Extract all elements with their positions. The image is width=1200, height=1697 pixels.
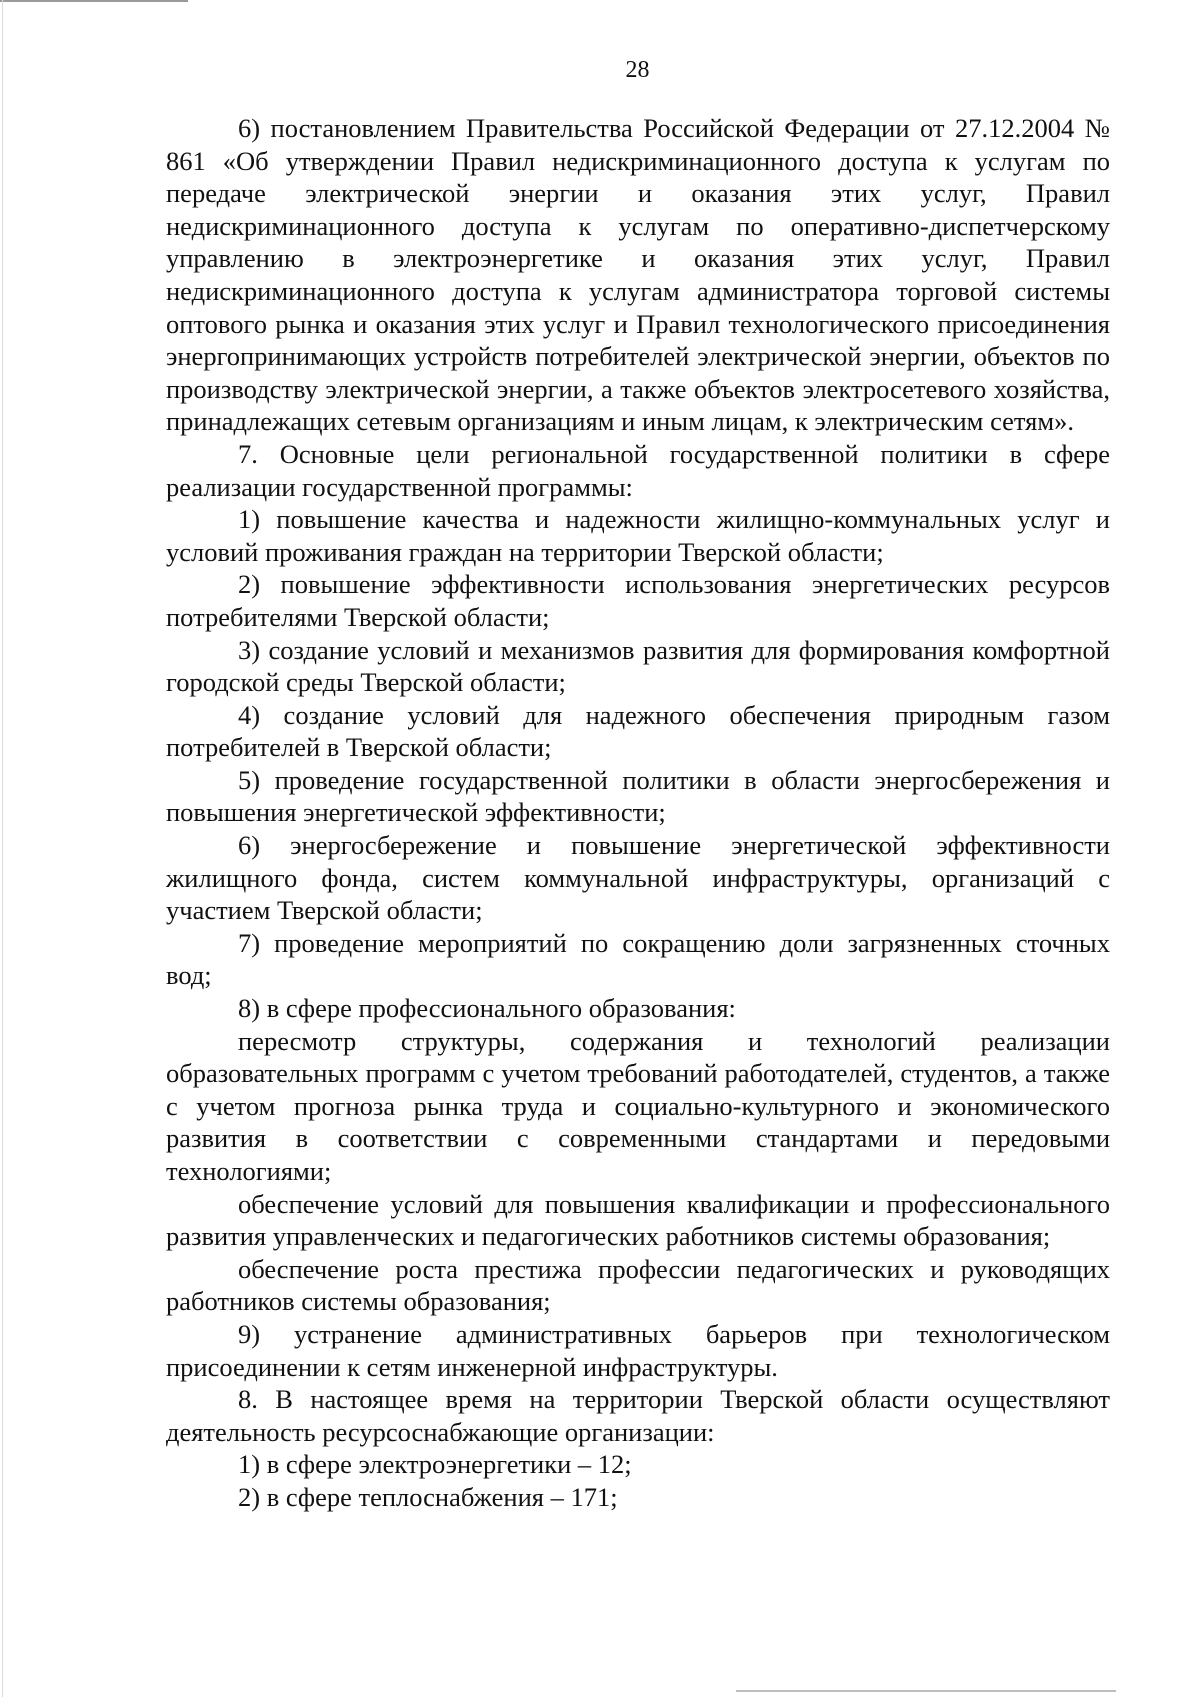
document-body [166, 112, 1110, 1514]
paragraph: 1) в сфере электроэнергетики – 12; [238, 1449, 632, 1480]
paragraph: 2) в сфере теплоснабжения – 171; [238, 1481, 618, 1512]
paragraph: 1) повышение качества и надежности жилищно-коммунальных услуг и условий проживания граждан на территории Тверской области; [166, 504, 1110, 567]
paragraph: 6) энергосбережение и повышение энергетической эффективности жилищного фонда, систем коммунальной инфраструктуры, организаций с участием Тверской области; [166, 830, 1110, 926]
scan-edge-top [0, 0, 188, 2]
scan-edge-bottom [736, 1690, 1116, 1692]
paragraph: 6) постановлением Правительства Российской Федерации от 27.12.2004 № 861 «Об утверждении Правил недискриминационного доступа к услугам по передаче электрической энергии и оказания этих услуг, Правил недискриминационного доступа к услугам по оперативно-диспетчерскому управлению в электроэнергетике и оказания этих услуг, Правил недискриминационного доступа к услугам администратора торговой системы оптового рынка и оказания этих услуг и Правил технологического присоединения энергопринимающих устройств потребителей электрической энергии, объектов по производству электрической энергии, а также объектов электросетевого хозяйства, принадлежащих сетевым организациям и иным лицам, к электрическим сетям». [166, 113, 1110, 437]
paragraph: 7. Основные цели региональной государственной политики в сфере реализации государственной программы: [166, 438, 1110, 502]
paragraph: пересмотр структуры, содержания и технологий реализации образовательных программ с учетом требований работодателей, студентов, а также с учетом прогноза рынка труда и социально-культурного и экономического развития в соответствии с современными стандартами и передовыми технологиями; [166, 1025, 1110, 1186]
paragraph: 5) проведение государственной политики в области энергосбережения и повышения энергетической эффективности; [166, 764, 1110, 828]
paragraph: 7) проведение мероприятий по сокращению доли загрязненных сточных вод; [166, 927, 1110, 991]
paragraph: 9) устранение административных барьеров при технологическом присоединении к сетям инженерной инфраструктуры. [166, 1318, 1110, 1382]
paragraph: 4) создание условий для надежного обеспечения природным газом потребителей в Тверской области; [166, 699, 1110, 763]
scan-edge-left [2, 0, 3, 1697]
paragraph: обеспечение роста престижа профессии педагогических и руководящих работников системы образования; [166, 1253, 1110, 1317]
paragraph: 3) создание условий и механизмов развития для формирования комфортной городской среды Тверской области; [166, 634, 1110, 698]
paragraph: обеспечение условий для повышения квалификации и профессионального развития управленческих и педагогических работников системы образования; [166, 1188, 1110, 1252]
page-number: 28 [625, 57, 650, 83]
paragraph: 8. В настоящее время на территории Тверской области осуществляют деятельность ресурсоснабжающие организации: [166, 1384, 1110, 1447]
paragraph: 8) в сфере профессионального образования: [238, 993, 736, 1024]
paragraph: 2) повышение эффективности использования энергетических ресурсов потребителями Тверской области; [166, 569, 1110, 632]
